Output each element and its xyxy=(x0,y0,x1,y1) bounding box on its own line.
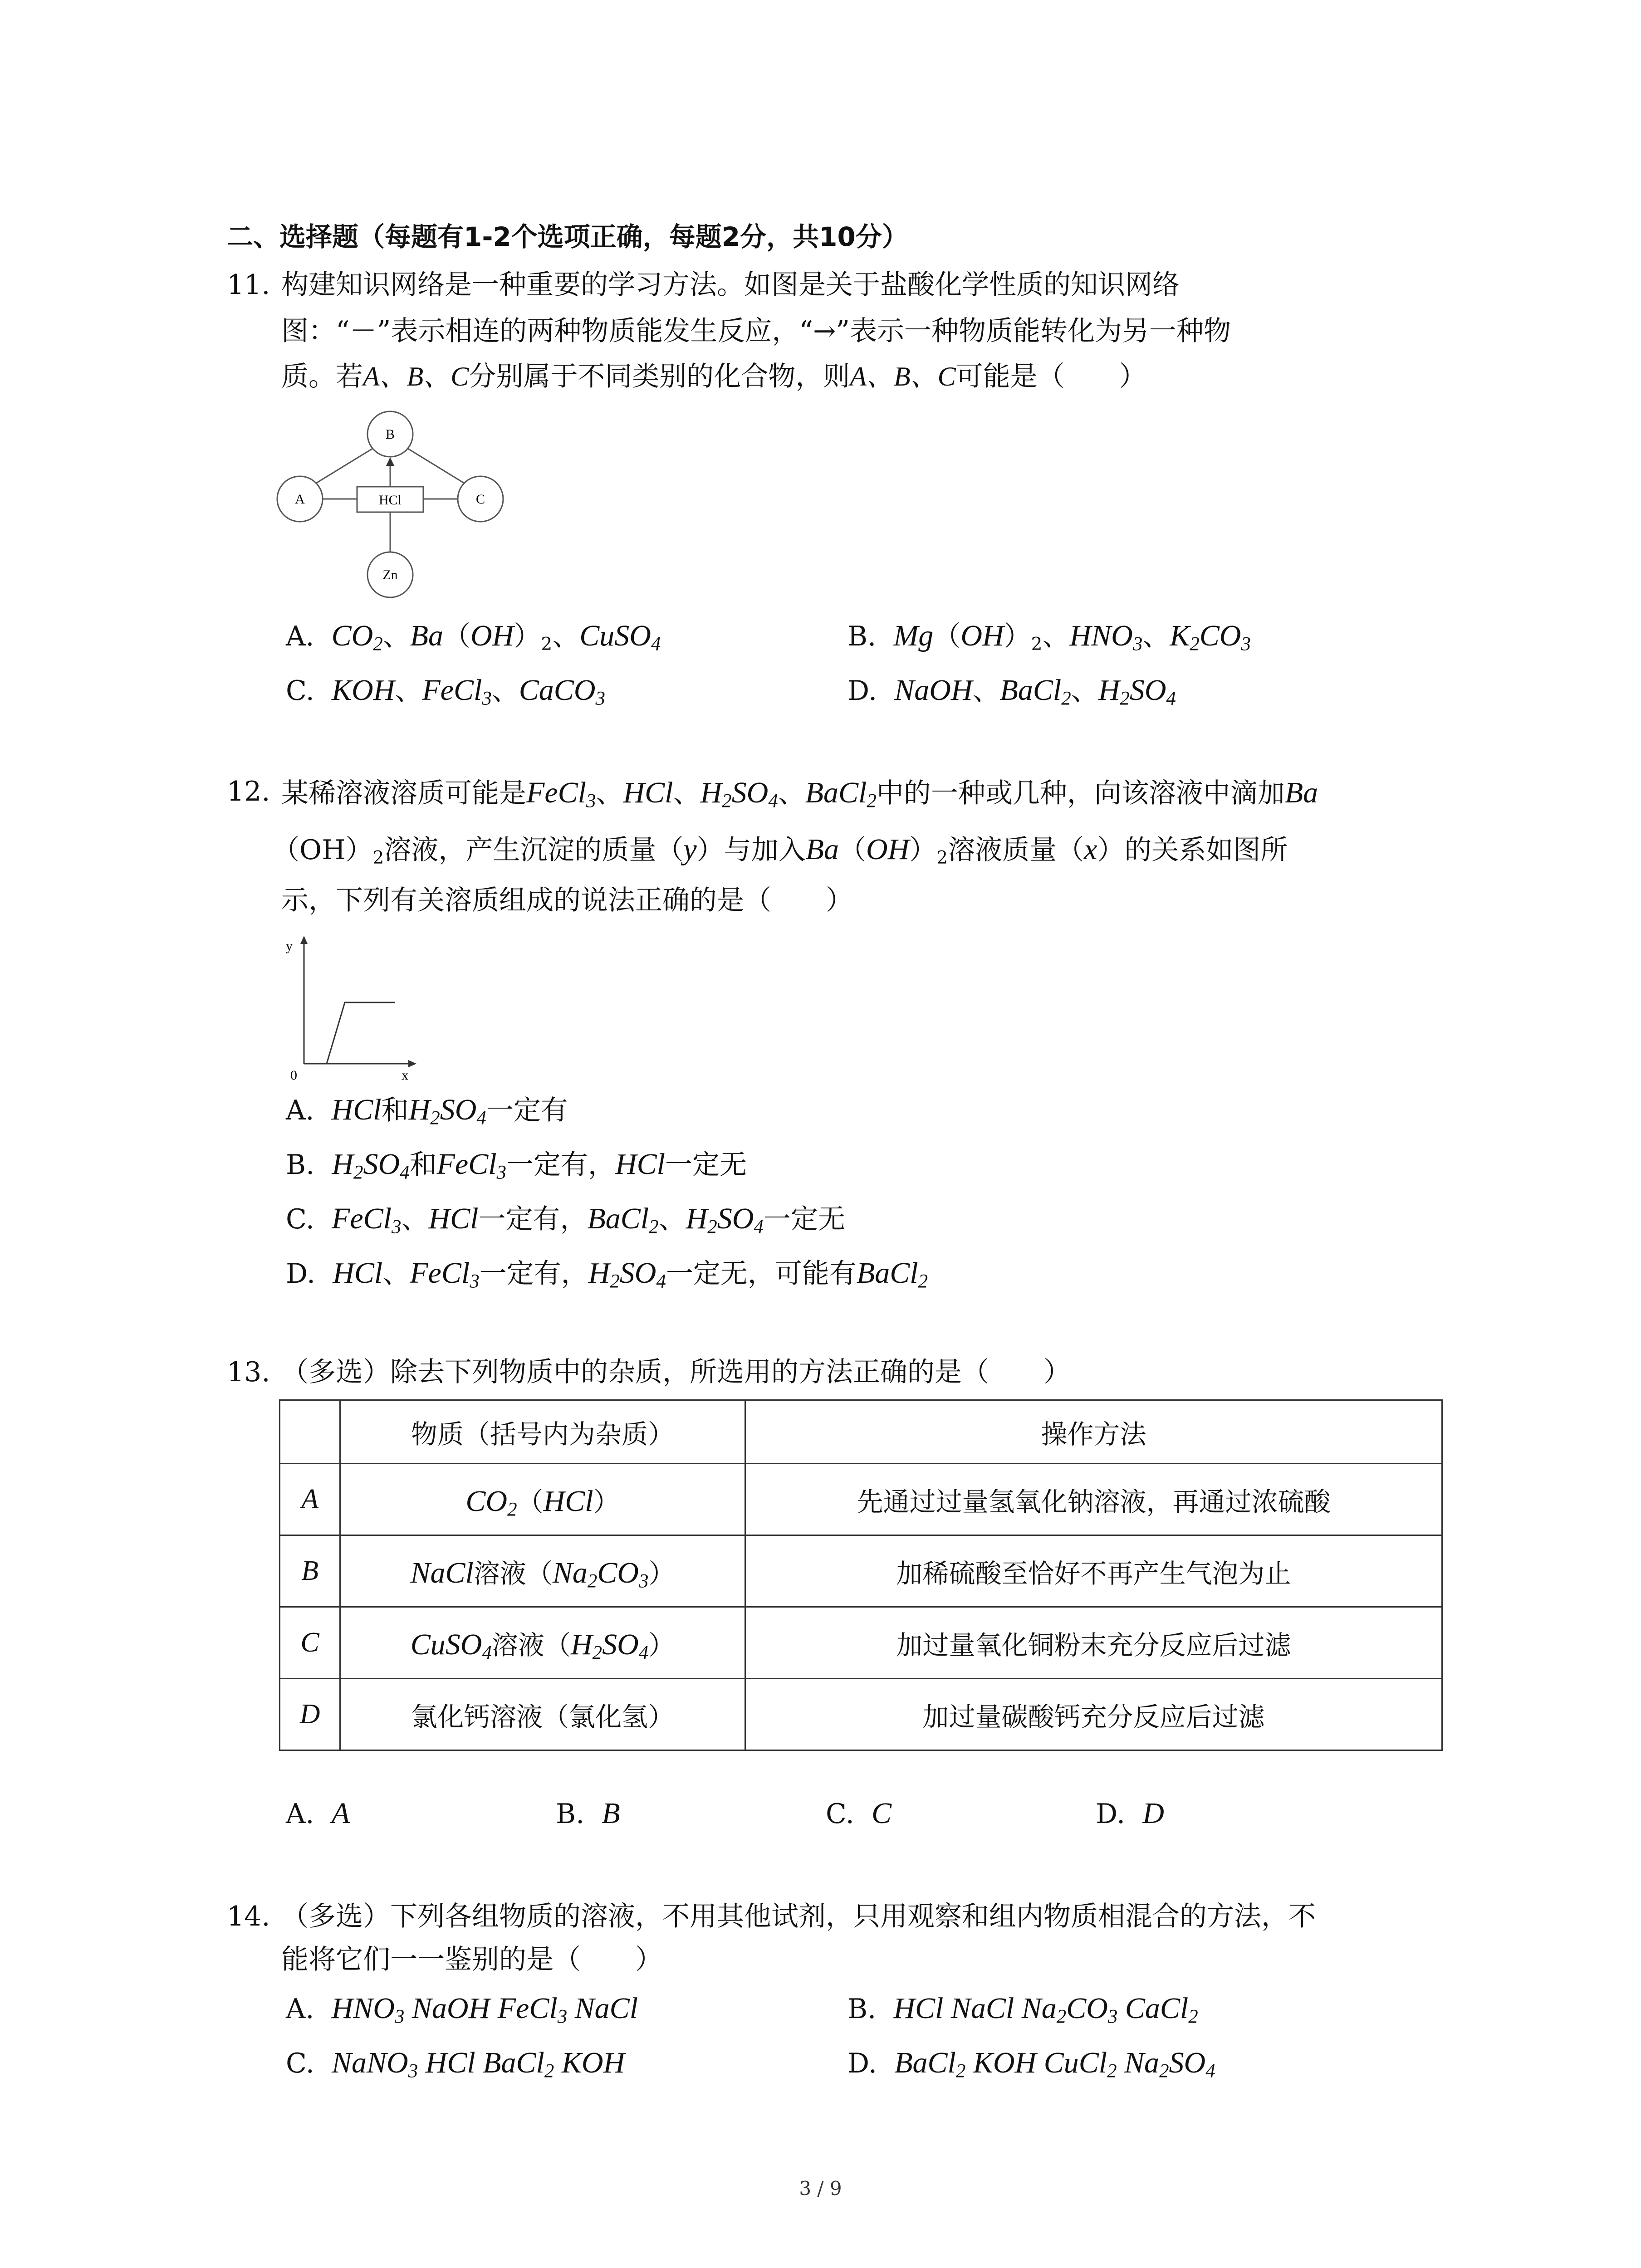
table-row xyxy=(280,1679,1442,1750)
table-header-method: 操作方法 xyxy=(745,1400,1442,1464)
q12-option-b[interactable]: B. $H_2SO_4$和FeCl$_3$一定有，HCl一定无 xyxy=(286,1148,747,1183)
q12-option-d[interactable]: D. HCl、FeCl$_3$一定有，$H_2SO_4$一定无，可能有BaCl$_2$ xyxy=(286,1256,928,1292)
node-c-label: C xyxy=(475,492,485,507)
q13-number: 13. xyxy=(227,1356,270,1388)
q13-option-d[interactable]: D. D xyxy=(1096,1797,1164,1830)
node-zn-label: Zn xyxy=(382,567,398,582)
q13-table xyxy=(279,1399,1443,1751)
q12-option-a[interactable]: A. HCl和$H_2SO_4$一定有 xyxy=(286,1093,568,1129)
table-row xyxy=(280,1464,1442,1535)
q12-line1: 某稀溶液溶质可能是FeCl$_3$、HCl、$H_2SO_4$、BaCl$_2$中的一种或几种，向该溶液中滴加Ba xyxy=(281,776,1318,812)
q14-option-a[interactable]: A. $HNO_3$ NaOH FeCl$_3$ NaCl xyxy=(286,1992,638,2028)
q11-option-c[interactable]: C. KOH、FeCl$_3$、CaCO$_3$ xyxy=(286,674,605,709)
q13-option-c[interactable]: C. C xyxy=(826,1797,892,1830)
q14-line2: 能将它们一一鉴别的是（ ） xyxy=(281,1944,662,1975)
row-method: 加过量氧化铜粉末充分反应后过滤 xyxy=(745,1607,1442,1679)
arrow-head xyxy=(386,457,394,466)
row-substance: CuSO$_4$溶液$(H_2SO_4)$ xyxy=(340,1607,745,1679)
q11-option-a[interactable]: A. $CO_2$、$Ba(OH)_2$、CuSO$_4$ xyxy=(286,619,661,655)
y-axis-label: y xyxy=(286,938,293,953)
x-axis-arrow xyxy=(408,1060,416,1067)
table-header-key xyxy=(280,1400,340,1464)
row-method: 加稀硫酸至恰好不再产生气泡为止 xyxy=(745,1535,1442,1607)
precipitate-curve xyxy=(327,1002,395,1064)
q14-option-d[interactable]: D. BaCl$_2$ KOH CuCl$_2$ $Na_2SO_4$ xyxy=(847,2046,1215,2082)
q11-line3: 质。若A、B、C分别属于不同类别的化合物，则A、B、C可能是（ ） xyxy=(281,361,1146,392)
q11-abc-2: A、B、C xyxy=(850,362,956,391)
q12-number: 12. xyxy=(227,776,270,807)
q11-line1: 构建知识网络是一种重要的学习方法。如图是关于盐酸化学性质的知识网络 xyxy=(281,269,1180,301)
row-substance: $CO_2(HCl)$ xyxy=(340,1464,745,1535)
origin-label: 0 xyxy=(290,1068,297,1082)
q14-option-c[interactable]: C. NaNO$_3$ HCl BaCl$_2$ KOH xyxy=(286,2046,625,2082)
q14-option-b[interactable]: B. HCl NaCl $Na_2CO_3$ CaCl$_2$ xyxy=(847,1992,1198,2028)
q12-precipitate-graph xyxy=(272,932,417,1082)
row-substance: 氯化钙溶液（氯化氢） xyxy=(340,1679,745,1750)
node-hcl-label: HCl xyxy=(378,493,402,508)
row-method: 先通过过量氢氧化钠溶液，再通过浓硫酸 xyxy=(745,1464,1442,1535)
q11-option-d[interactable]: D. NaOH、BaCl$_2$、$H_2SO_4$ xyxy=(847,674,1176,709)
row-key: B xyxy=(280,1535,340,1607)
q12-option-c[interactable]: C. FeCl$_3$、HCl一定有，BaCl$_2$、$H_2SO_4$一定无 xyxy=(286,1202,845,1238)
q14-line1: （多选）下列各组物质的溶液，不用其他试剂，只用观察和组内物质相混合的方法，不 xyxy=(281,1901,1316,1932)
node-b-label: B xyxy=(385,427,395,442)
table-header-substance: 物质（括号内为杂质） xyxy=(340,1400,745,1464)
q13-option-b[interactable]: B. B xyxy=(556,1797,620,1830)
q11-line2: 图：“－”表示相连的两种物质能发生反应，“→”表示一种物质能转化为另一种物 xyxy=(281,315,1231,347)
section-title: 二、选择题（每题有1-2个选项正确，每题2分，共10分） xyxy=(227,221,908,252)
table-row xyxy=(280,1535,1442,1607)
page-number: 3 / 9 xyxy=(799,2177,842,2200)
q12-line2: $(OH)_2$溶液，产生沉淀的质量（y）与加入$Ba(OH)_2$溶液质量（x）的关系如图所 xyxy=(272,833,1288,868)
table-row xyxy=(280,1607,1442,1679)
x-axis-label: x xyxy=(402,1068,408,1082)
table-header-row xyxy=(280,1400,1442,1464)
q11-abc-1: A、B、C xyxy=(363,362,469,391)
q12-line3: 示，下列有关溶质组成的说法正确的是（ ） xyxy=(281,885,853,916)
q11-option-b[interactable]: B. $Mg(OH)_2$、$HNO_3$、$K_2CO_3$ xyxy=(847,619,1251,655)
q13-stem: （多选）除去下列物质中的杂质，所选用的方法正确的是（ ） xyxy=(281,1356,1071,1388)
y-axis-arrow xyxy=(300,936,308,944)
node-a-label: A xyxy=(295,492,305,507)
q11-knowledge-network-diagram xyxy=(274,411,506,606)
row-substance: NaCl溶液$(Na_2CO_3)$ xyxy=(340,1535,745,1607)
row-key: D xyxy=(280,1679,340,1750)
row-key: A xyxy=(280,1464,340,1535)
row-key: C xyxy=(280,1607,340,1679)
row-method: 加过量碳酸钙充分反应后过滤 xyxy=(745,1679,1442,1750)
q13-option-a[interactable]: A. A xyxy=(286,1797,350,1830)
q14-number: 14. xyxy=(227,1901,270,1932)
q11-number: 11. xyxy=(227,269,270,301)
